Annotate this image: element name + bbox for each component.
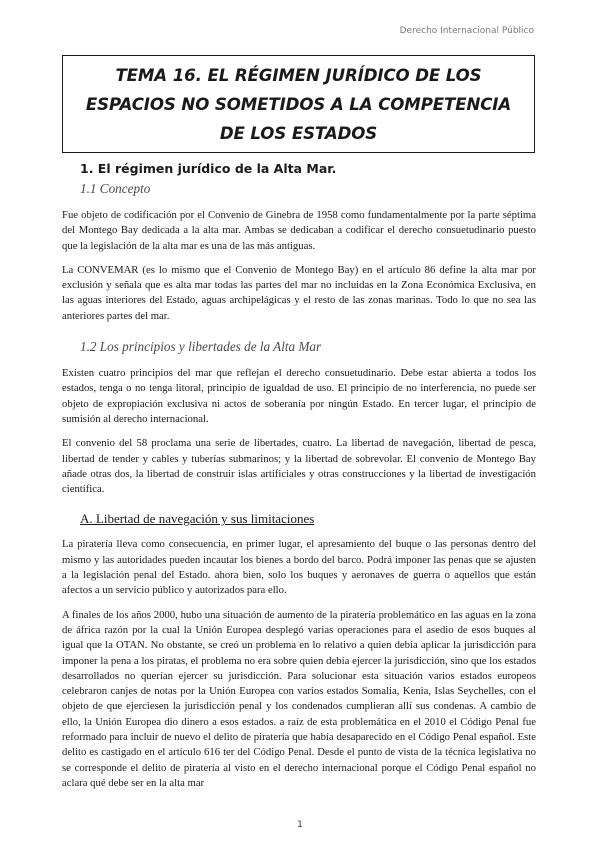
chapter-title	[86, 61, 511, 148]
chapter-title-line-1: TEMA 16. EL RÉGIMEN JURÍDICO DE LOS	[115, 65, 482, 85]
paragraph: La piratería lleva como consecuencia, en primer lugar, el apresamiento del buque o las personas dentro del mismo y las autoridades pueden incautar los bienes a bordo del barco. Podrá imponer las penas que se ajusten a la legislación penal del Estado. ahora bien, solo los buques y aeronaves de guerra o aquellos que están afectos a un servicio público y autorizados para ello.	[62, 538, 536, 597]
paragraph: El convenio del 58 proclama una serie de libertades, cuatro. La libertad de navegación, libertad de pesca, libertad de tender y cables y tuberías submarinos; y la libertad de sobrevolar. El convenio de Montego Bay añade otras dos, la libertad de construir islas artificiales y otras construcciones y la libertad de investigación científica.	[62, 437, 536, 496]
document-body	[62, 158, 536, 800]
chapter-title-line-3: DE LOS ESTADOS	[219, 123, 378, 143]
paragraph: Existen cuatro principios del mar que reflejan el derecho consuetudinario. Debe estar abierta a todos los estados, tenga o no tenga litoral, principio de igualdad de uso. El principio de no interferencia, no puede ser objeto de expropiación exclusiva ni actos de soberanía por ningún Estado. En tercer lugar, el principio de sumisión al derecho internacional.	[62, 367, 536, 425]
chapter-title-box	[62, 55, 535, 153]
running-header: Derecho Internacional Público	[399, 26, 534, 36]
subsection-heading-concepto: 1.1 Concepto	[80, 181, 151, 196]
subsection-heading-principios: 1.2 Los principios y libertades de la Alta Mar	[80, 339, 322, 355]
chapter-title-line-2: ESPACIOS NO SOMETIDOS A LA COMPETENCIA	[85, 94, 512, 114]
subsection-heading-libertad-navegacion: A. Libertad de navegación y sus limitaciones	[80, 511, 315, 527]
page-number: 1	[297, 820, 303, 830]
paragraph: A finales de los años 2000, hubo una situación de aumento de la piratería problemático en las aguas en la zona de áfrica razón por la cual la Unión Europea desplegó varias operaciones para el asedio de esos buques al igual que la OTAN. No obstante, se creó un problema en lo relativo a quien debía aplicar la jurisdicción para imponer la pena a los piratas, el problema no era sobre quien debía ejercer la jurisdicción, sino que los estados desarrollados no querían ejercer su jurisdicción. Para solucionar esta situación varios estados europeos celebraron canjes de notas por la Unión Europea con varios estados Somalia, Kenia, Islas Seychelles, con el objeto de que ejerciesen la jurisdicción penal y los condenados cumplieran allí sus condenas. A cambio de ello, la Unión Europea dio dinero a esos estados. a raíz de esta problemática en el 2010 el Código Penal fue reformado para incluir de nuevo el delito de piratería que había desaparecido en el Código Penal español. Este delito es castigado en el artículo 616 ter del Código Penal. Desde el punto de vista de la técnica legislativa no se corresponde el delito de piratería al visto en el derecho internacional porque el Código Penal español no aclara qué debe ser en la alta mar	[62, 608, 536, 789]
section-heading: 1. El régimen jurídico de la Alta Mar.	[80, 161, 337, 176]
paragraph: La CONVEMAR (es lo mismo que el Convenio de Montego Bay) en el artículo 86 define la alta mar por exclusión y señala que es alta mar todas las partes del mar no incluidas en la Zona Económica Exclusiva, en las aguas interiores del Estado, aguas archipelágicas y el resto de las zonas marinas. Todo lo que no sea las anteriores partes del mar.	[62, 263, 536, 322]
paragraph: Fue objeto de codificación por el Convenio de Ginebra de 1958 como fundamentalmente por la parte séptima del Montego Bay dedicada a la alta mar. Ambas se dedicaban a codificar el derecho consuetudinario puesto que la legislación de la alta mar es una de las más antiguas.	[62, 209, 536, 252]
